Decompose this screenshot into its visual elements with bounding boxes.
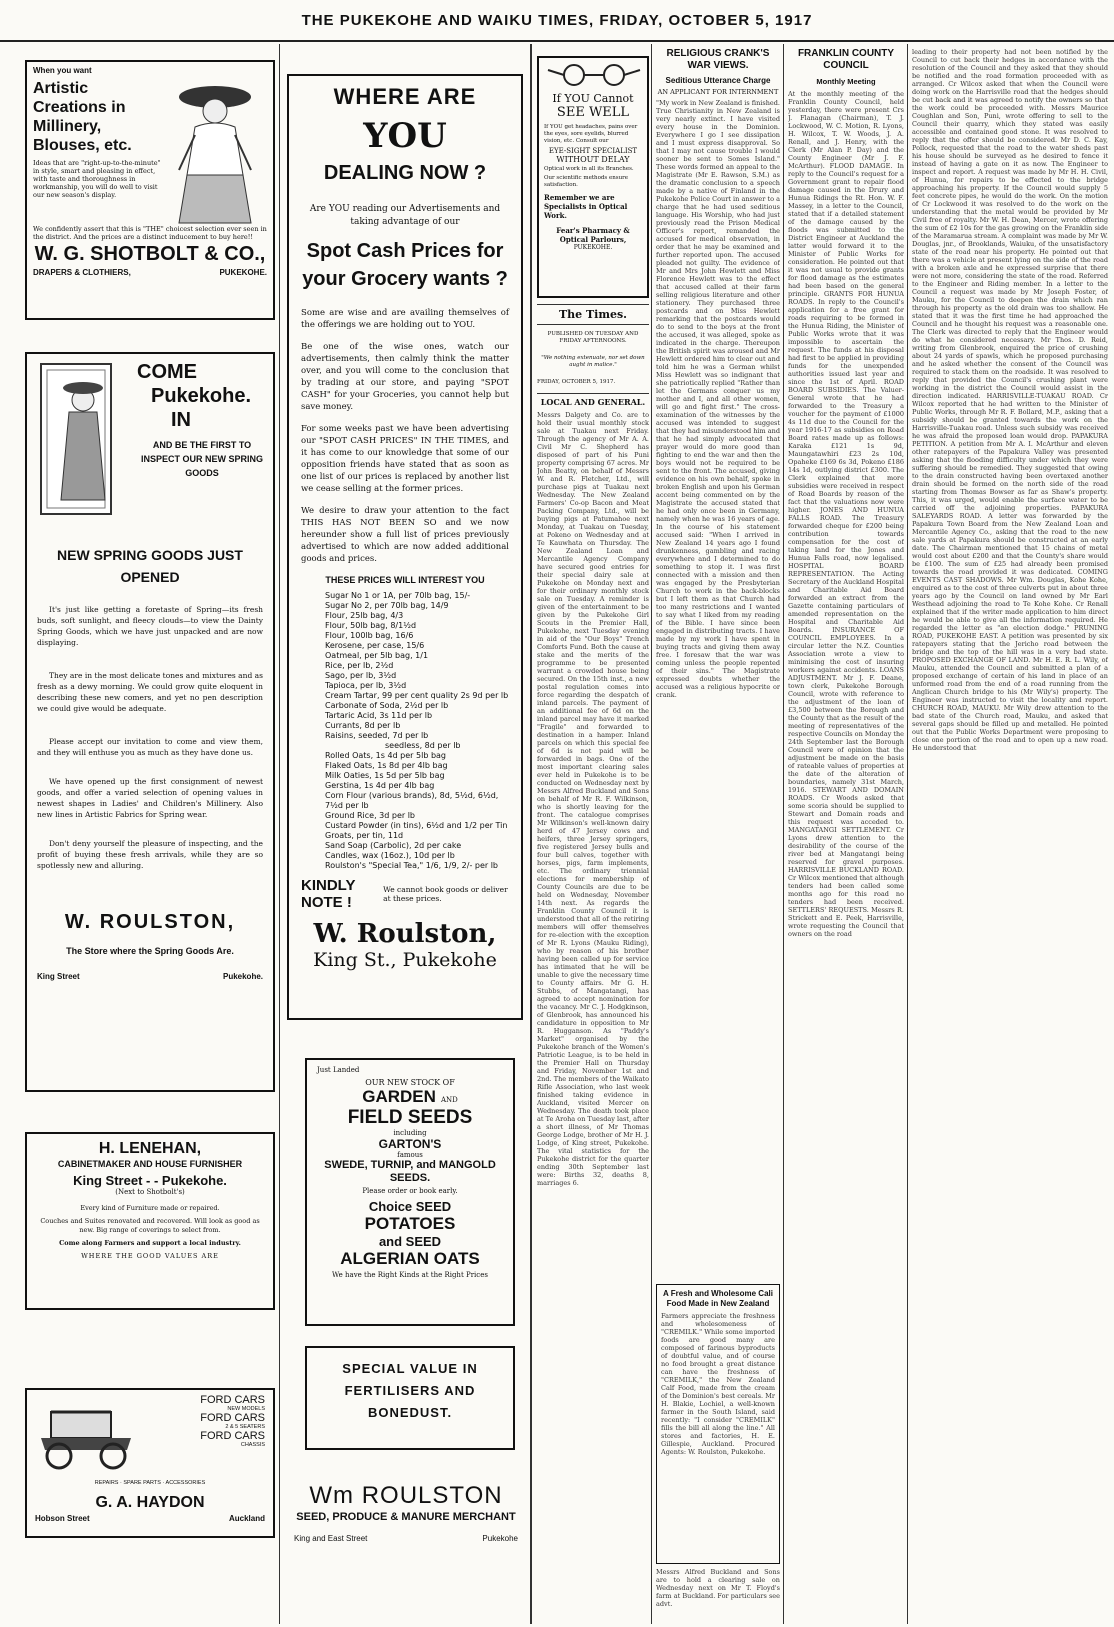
price-item: Groats, per tin, 11d <box>325 831 404 840</box>
fears-h2: SEE WELL <box>556 105 630 120</box>
inspect-text: AND BE THE FIRST TO INSPECT OUR NEW SPRING GOODS <box>140 440 263 478</box>
price-item: Raisins, seeded, 7d per lb <box>325 731 429 740</box>
crank-title: RELIGIOUS CRANK'S WAR VIEWS. <box>666 48 770 71</box>
price-item: Sand Soap (Carbolic), 2d per cake <box>325 841 462 850</box>
kindly-text: We cannot book goods or deliver at these prices. <box>383 885 508 903</box>
seeds-swede: SWEDE, TURNIP, and MANGOLD SEEDS. <box>324 1159 496 1184</box>
price-item: Gerstina, 1s 4d per 4lb bag <box>325 781 435 790</box>
where-roulston-addr: King St., Pukekohe <box>313 949 497 971</box>
ford3-sub: CHASSIS <box>240 1442 265 1448</box>
haydon-ad <box>25 1388 275 1538</box>
price-item: Flour, 25lb bag, 4/3 <box>325 611 404 620</box>
special-value-ad <box>305 1346 515 1450</box>
price-item: Corn Flour (various brands), 8d, 5½d, 6½d, 7½d per lb <box>325 791 499 810</box>
where-h2: YOU <box>363 116 447 156</box>
where-h3: DEALING NOW ? <box>323 162 487 184</box>
price-item: Flour, 100lb bag, 16/6 <box>325 631 414 640</box>
council-title: FRANKLIN COUNTY COUNCIL <box>797 48 895 71</box>
council-text: At the monthly meeting of the Franklin County Council, held yesterday, there were present Crs J. Flanagan (Chairman), T. J. Lockwood, W. C. Motion, R. Lyons, H. Wilcox, T. W. Woods, J. A. Renall, and J. Henry, with the Clerk (Mr Alan P. Day) and the County Engineer (Mr J. F. McArthur). FLOOD DAMAGE. In reply to the Council's request for a Government grant to repair flood damage caused in the Drury and Hunua Ridings the Rt. Hon. W. F. Massey, in a letter to the Council, stated that if a detailed statement of the damage caused by the floods was submitted to the District Engineer at Auckland the latter would forward it to the Minister of Public Works for consideration. He pointed out that it was not usual to provide grants for flood damage as the estimates had been based on the general principle. GRANTS FOR HUNUA ROADS. In reply to the Council's application for a free grant for roads requiring to be formed in the Hunua Riding, the Minister of Public Works wrote that it was impossible to ascertain the request. The funds at his disposal had first to be applied in providing funds for the unexpended authorities issued last year and since the 1st of April. ROAD BOARD SUBSIDIES. The Valuer-General wrote that he had forwarded to the Treasury a voucher for the payment of £1000 4s 11d due to the Council for the year 1916-17 as subsidies on Road Board rates made up as follows: Karaka £121 1s 9d, Maungatawhiri £23 2s 10d, Opaheke £169 6s 3d, Pokeno £186 14s 1d, outlying district £300. The Clerk explained that more subsidies were received in respect of Road Boards by reason of the fact that the valuations now were higher. JONES AND HUNUA FALLS ROAD. The Treasury forwarded cheque for £200 being contribution towards compensation for the cost of taking land for the Jones and Hunua Falls road, now legalised. HOSPITAL BOARD REPRESENTATION. The Acting Secretary of the Auckland Hospital and Charitable Aid Board forwarded an extract from the Gazette containing particulars of amended representation on the Hospital and Charitable Aid Boards. INSURANCE OF COUNCIL EMPLOYEES. In a circular letter the N.Z. Counties Association wrote a view to minimising the cost of insuring workers against accidents. LOANS ADJUSTMENT. Mr J. F. Deane, town clerk, Pukekohe Borough Council, wrote with reference to the adjustment of the loan of £3,500 between the Borough and the County that as the result of the meeting of representatives of the respective Councils on Monday the 24th September last the Borough Council were of opinion that the adjustment be made on the basis of rateable values of properties at the date of the alteration of boundaries, namely 31st March, 1916. STEWART AND DOMAIN ROADS. Cr Woods asked that some scoria should be supplied to Stewart and Domain roads and this request was acceded to. MANGATANGI SETTLEMENT. Cr Lyons drew attention to the desirability of the course of the river bed at Mangatangi being reserved for gravel purposes. HARRISVILLE BUCKLAND ROAD. Cr Wilcox mentioned that although tenders had been called some months ago for this road no tenders had been received. SETTLERS' REQUESTS. Messrs R. Strickett and E. Peek, Harrisville, wrote requesting the Council that owners on the road <box>788 90 904 938</box>
shotbolt-body: Ideas that are "right-up-to-the-minute" in style, smart and pleasing in effect, with taste and thoroughness in workmanship, you will do well to visit our new season's display. <box>33 159 161 199</box>
where-p2: Be one of the wise ones, watch our advertisements, then calmly think the matter over, and you will come to the conclusion that by trading at our store, and paying "SPOT CASH" for your Groceries, you cannot help but save money. <box>301 342 509 412</box>
council-article <box>788 48 904 1624</box>
times-title: The Times. <box>537 304 649 325</box>
where-h1: WHERE ARE <box>333 84 477 109</box>
wm-roulston-ad <box>290 1478 522 1598</box>
roulston-tagline: The Store where the Spring Goods Are. <box>66 946 234 956</box>
where-roulston-name: W. Roulston, <box>313 919 497 949</box>
wm-roulston-trade: SEED, PRODUCE & MANURE MERCHANT <box>296 1511 516 1523</box>
where-p4: We desire to draw your attention to the fact THIS HAS NOT BEEN SO and we now hereunder show a full list of prices previously advertised to which are now added additional goods and prices. <box>301 506 509 564</box>
fears-p1: If YOU get headaches, pains over the eyes, sore eyelids, blurred vision, etc. Consult our <box>544 124 638 144</box>
roulston-name: W. ROULSTON, <box>64 911 236 933</box>
clearing-sale-note: Messrs Alfred Buckland and Sons are to hold a clearing sale on Wednesday next on Mr T. Floyd's farm at Buckland. For particulars see advt. <box>656 1568 780 1608</box>
shotbolt-name: W. G. SHOTBOLT & CO., <box>34 243 266 265</box>
fears-p2: Optical work in all its Branches. <box>544 166 634 172</box>
lenehan-l3: Come along Farmers and support a local industry. <box>59 1239 241 1247</box>
lenehan-next: (Next to Shotbolt's) <box>115 1188 185 1196</box>
seeds-algerian: ALGERIAN OATS <box>340 1249 480 1268</box>
ford3: FORD CARS <box>200 1430 265 1442</box>
price-item: Sugar No 2, per 70lb bag, 14/9 <box>325 601 449 610</box>
times-date: FRIDAY, OCTOBER 5, 1917. <box>537 379 616 385</box>
spring-p5: Don't deny yourself the pleasure of inspecting, and the profit of buying these fresh arrivals, while they are so spotlessly new and alluring. <box>37 839 263 870</box>
wm-roulston-right: Pukekohe <box>482 1534 518 1543</box>
seeds-ad <box>305 1058 515 1326</box>
fears-h1: If YOU Cannot <box>552 92 634 105</box>
kindly-note: KINDLY NOTE ! <box>301 877 356 911</box>
price-list-title: THESE PRICES WILL INTEREST YOU <box>325 575 485 585</box>
spring-p2: They are in the most delicate tones and mixtures and as fresh as a dewy morning. We could grow quite eloquent in describing these new comers, and yet no pen description we could give would be adequate. <box>37 671 263 713</box>
price-item: Oatmeal, per 5lb bag, 1/1 <box>325 651 429 660</box>
lenehan-ad <box>25 1132 275 1310</box>
haydon-repairs: REPAIRS · SPARE PARTS · ACCESSORIES <box>94 1480 206 1486</box>
fears-town: PUKEKOHE. <box>573 244 613 251</box>
where-dealing-ad <box>287 74 523 1020</box>
fears-remember: Remember we are Specialists in Optical Work. <box>544 193 628 220</box>
council-continued: leading to their property had not been notified by the Council to cut back their hedges in accordance with the resolution of the Council and they asked that they should be notified and the road formation proceeded with as arranged. Cr Wilcox asked that when the Council were doing work on the Harrisville road that the hedges should be cut back and it was agreed to notify the owners so that the work could be proceeded with. Messrs Maurice Coughlan and Son, Puni, wrote offering to sell to the Council their quarry, which they stated was easily accessible and contained good stone. It was resolved to reply that the offer should be considered. Mr D. C. Kay, Pollock, requested that the road to the water sheds past his house should be surveyed as he desired to fence it instead of having a gate on it as now. The Engineer to inspect and report. A request was made by Mr H. H. Civil, of Hunua, for repairs to be effected to the bridge approaching his property. If the Council would supply 5 feet concrete pipes, he would do the work. On the motion of Cr Lockwood it was resolved to do the work on the understanding that the metal would be provided by Mr Civil free of royalty. Mr W. H. Dean, Mercer, wrote offering the sum of £2 10s for the gas growing on the Franklin side of the Maramarua stream. A complaint was made by Mr W. Douglas, jnr., of Brooklands, Waiuku, of the unsatisfactory state of the road near his property. He pointed out that there was a vehicle at present lying on the side of the road with a broken axle and he expressed surprise that there were not more, considering the state of the road. Referred to the Engineer and Riding member. In a letter to the Council a request was made by Mr Joseph Foster, of Mauku, for the Council to deepen the drain which ran through his property as the old drain was too shallow. He stated that it was the first time he had approached the Council and he thought his request was a reasonable one. The Clerk was directed to reply that the Engineer would do what he considered necessary. Mr Thos. D. Reid, writing from Glenbrook, enquired the price of crushing about 24 yards of spawls, which he proposed purchasing and he asked whether the consent of the Council was required to stack them on the roadside. It was resolved to reply that provided the Council's crushing plant were working in the district the Council would assist in the direction indicated. HARRISVILLE-TUAKAU ROAD. Cr Wilcox reported that he had written to the Minister of Public Works, through Mr R. F. Bollard, M.P., asking that a subsidy should be granted towards the work on the Harrisville-Tuakau road. Unless such subsidy was received he was afraid the proposed loan would drop. PAPAKURA PETITION. A petition from Mr A. I. McArthur and eleven other ratepayers of the Papakura Valley was presented asking that the flooding difficulty under which they were suffering should be remedied. They suggested that owing to the drain constructed having been overtaxed another drain should be formed on the north side of the road starting from Thomas Bowser as far as Shaw's property. This, it was urged, would enable the surface water to be carried off the adjoining properties. PAPAKURA SALEYARDS ROAD. A letter was forwarded by the Papakura Town Board from the New Zealand Loan and Mercantile Agency Co., asking that the road to the new sale yards at Papakura should be constructed at an early date. The Chairman mentioned that 15 chains of metal would cost about £200 and that the County's share would be £100. The sum of £25 had already been promised towards the road provided it was dedicated. COMING EVENTS CAST SHADOWS. Mr Wm. Douglas, Kohe Kohe, enquired as to the cost of three culverts put in about three years ago by the Council on land owned by Mr Earl Westhead adjoining the road to Te Kohe Kohe. Cr Renall explained that if the writer made application to him direct he would be able to give all the information required. He regarded the letter as "an election dodge." PRUNING ROAD, PUKEKOHE EAST. A petition was presented by six ratepayers stating that the Jericho road between the bridge and the top of the hill was in a very bad state. PROPOSED EXCHANGE OF LAND. Mr H. E. R. L. Wily, of Mauku, attended the Council and submitted a plan of a proposed exchange of certain of his land in place of an unformed road from the end of a road running from the Anglican Church bridge to his (Mr Wily's) property. The Engineer was instructed to visit the locality and report. CHURCH ROAD, MAUKU. Mr Wily drew attention to the bad state of the Church road, Mauku, and asked that several gaps should be filled up and metalled. He pointed out that the Public Works Department were proposing to close one portion of the road and to open up a new road. He understood that <box>912 48 1108 752</box>
cremilk-title: A Fresh and Wholesome Cali Food Made in New Zealand <box>663 1289 773 1308</box>
spectacles-icon <box>544 62 644 88</box>
seeds-choice: Choice SEED <box>368 1199 452 1214</box>
seeds-and: AND <box>440 1096 458 1104</box>
local-general-heading: LOCAL AND GENERAL. <box>537 393 649 407</box>
spring-p1: It's just like getting a foretaste of Spring—its fresh buds, soft sunlight, and fleecy clouds—to view the Dainty Spring Goods, which we have just unpacked and are now displaying. <box>37 605 263 647</box>
lenehan-name: H. LENEHAN, <box>98 1140 202 1157</box>
seeds-field: FIELD SEEDS <box>347 1107 473 1128</box>
shotbolt-headline: Artistic Creations in Millinery, Blouses, etc. <box>33 80 132 154</box>
price-list <box>301 591 509 871</box>
roulston-right: Pukekohe. <box>222 972 263 981</box>
price-item: seedless, 8d per lb <box>385 741 461 750</box>
price-item: Roulston's "Special Tea," 1/6, 1/9, 2/- per lb <box>325 861 498 870</box>
ford1: FORD CARS <box>200 1394 265 1406</box>
fears-p3: Our scientific methods ensure satisfaction. <box>544 175 629 188</box>
where-intro: Are YOU reading our Advertisements and taking advantage of our <box>309 204 501 227</box>
lenehan-trade: CABINETMAKER AND HOUSE FURNISHER <box>57 1159 243 1169</box>
fears-without: WITHOUT DELAY <box>556 155 630 164</box>
lenehan-l1: Every kind of Furniture made or repaired. <box>80 1204 220 1212</box>
haydon-right: Auckland <box>228 1514 265 1523</box>
ford1-sub: NEW MODELS <box>227 1406 265 1412</box>
seeds-famous: famous <box>397 1151 423 1159</box>
seeds-including: including <box>393 1129 427 1137</box>
roulston-left: King Street <box>37 972 80 981</box>
price-item: Ground Rice, 3d per lb <box>325 811 415 820</box>
price-item: Carbonate of Soda, 2½d per lb <box>325 701 449 710</box>
local-general-text: Messrs Dalgety and Co. are to hold their usual monthly stock sale at Tuakau next Friday. Through the agency of Mr A. A. Civil Mr C. Shepherd has disposed of part of his Puni property comprising 67 acres. Mr John Beatty, on behalf of Messrs W. and R. Fletcher, Ltd., will purchase pigs at Tuakau next Wednesday. The New Zealand Farmers' Co-op Bacon and Meat Packing Company, Ltd., will be buying pigs at Patumahoe next Monday, at Tuakau on Tuesday, at Pokeno on Wednesday and at Te Kauwhata on Thursday. The New Zealand Loan and Mercantile Agency Company have secured good entries for their special dairy sale at Pukekohe on Monday next and for their ordinary monthly stock sale on Tuesday. A reminder is given of the entertainment to be given by the Pukekohe Girl Scouts in the Premier Hall, Pukekohe, next Tuesday evening in aid of the "Our Boys" Trench Comforts Fund. Both the cause at stake and the merits of the programme to be presented warrant a crowded house being secured. On the 15th inst., a new postal regulation comes into force regarding the despatch of inland parcels. The payment of an additional fee of 6d on the inland parcel may have it marked "Fragile" and forwarded to destination in a hamper. Inland parcels on which this special fee of 6d is not paid will be forwarded in bags. One of the most important clearing sales ever held in Pukekohe is to be conducted on Wednesday next by Messrs Alfred Buckland and Sons on behalf of Mr R. F. Wilkinson, who is shortly leaving for the front. The catalogue comprises Mr Wilkinson's well-known dairy herd of 47 Jersey cows and heifers, three Jersey springers, five registered Jersey bulls and four bull calves, together with horses, pigs, farm implements, etc. The ordinary triennial elections for membership of County Councils are due to be held on Wednesday, November 14th next. As regards the Franklin County Council it is understood that all of the retiring members will offer themselves for re-election with the exception of Mr R. Lyons (Mauku Riding), who by reason of his brother having been called up for service has intimated that he will be unable to give the necessary time to County affairs. Mr G. H. Stubbs, of Mangatangi, has agreed to accept nomination for the vacancy. Mr C. J. Hodgkinson, of Glenbrook, has announced his candidature in opposition to Mr R. Hugganson. As "Paddy's Market" organised by the Pukekohe branch of the Women's Patriotic League, is to be held in the Premier Hall on Thursday and Friday, November 1st and 2nd. The members of the Waikato Rifle Association, who last week finished taking evidence in Auckland, visited Mercer on Wednesday. The death took place at Te Aroha on Tuesday last, after a short illness, of Mr Thomas George Lodge, brother of Mr H. J. Lodge, of King street, Pukekohe. The vital statistics for the Pukekohe district for the quarter ending 30th September last were: Births 32, deaths 8, marriages 6. <box>537 411 649 1187</box>
crank-sub2: AN APPLICANT FOR INTERNMENT <box>657 88 779 96</box>
wm-roulston-left: King and East Street <box>294 1534 368 1543</box>
spring-p3: Please accept our invitation to come and view them, and they will enthuse you as much as they have done us. <box>37 737 263 757</box>
where-spot: Spot Cash Prices for your Grocery wants ? <box>302 240 508 290</box>
seeds-stock: OUR NEW STOCK OF <box>365 1078 455 1087</box>
where-p3: For some weeks past we have been advertising our "SPOT CASH PRICES" IN THE TIMES, and it has come to our knowledge that some of our opposition friends have stated that as soon as one list of our prices is replaced by another list we cease selling at the former prices. <box>301 424 509 494</box>
spring-p4: We have opened up the first consignment of newest goods, and offer a varied selection of opening values in newest shapes in Ladies' and Children's Millinery. Also new lines in Artistic Fabrics for Spring wear. <box>37 777 263 819</box>
lenehan-l2: Couches and Suites renovated and recovered. Will look as good as new. Big range of coverings to select from. <box>40 1217 260 1234</box>
price-item: Flaked Oats, 1s 8d per 4lb bag <box>325 761 448 770</box>
price-item: Sugar No 1 or 1A, per 70lb bag, 15/- <box>325 591 471 600</box>
seeds-andseed: and SEED <box>378 1234 442 1249</box>
fears-ad <box>537 56 649 298</box>
price-item: Rice, per lb, 2½d <box>325 661 394 670</box>
lenehan-l4: WHERE THE GOOD VALUES ARE <box>81 1252 219 1260</box>
come-text: COME <box>137 361 197 383</box>
ford2: FORD CARS <box>200 1412 265 1424</box>
seeds-potatoes: POTATOES <box>364 1214 456 1233</box>
seeds-garden: GARDEN <box>362 1087 436 1106</box>
shotbolt-left: DRAPERS & CLOTHIERS, <box>33 268 131 277</box>
price-item: Candles, wax (16oz.), 10d per lb <box>325 851 455 860</box>
wm-roulston-name: Wm ROULSTON <box>309 1482 503 1509</box>
shotbolt-right: PUKEKOHE. <box>219 268 267 277</box>
times-column <box>537 304 649 1604</box>
price-item: Tartaric Acid, 3s 11d per lb <box>325 711 433 720</box>
price-item: Custard Powder (in tins), 6½d and 1/2 per Tin <box>325 821 508 830</box>
crank-sub: Seditious Utterance Charge <box>665 76 771 85</box>
shotbolt-ad <box>25 60 275 320</box>
lenehan-street: King Street - - Pukekohe. <box>73 1173 227 1188</box>
price-item: Kerosene, per case, 15/6 <box>325 641 425 650</box>
shotbolt-top: When you want <box>33 66 92 75</box>
seeds-order: Please order or book early. <box>362 1187 458 1195</box>
cremilk-ad <box>656 1284 780 1564</box>
right-text: Pukekohe. <box>151 385 252 407</box>
special-value-text: SPECIAL VALUE IN FERTILISERS AND BONEDUST. <box>342 1361 478 1420</box>
times-published: PUBLISHED ON TUESDAY AND FRIDAY AFTERNOONS. <box>547 331 639 344</box>
spring-headline: NEW SPRING GOODS JUST OPENED <box>57 547 243 585</box>
seeds-kinds: We have the Right Kinds at the Right Prices <box>332 1271 488 1279</box>
in-text: IN <box>171 409 191 431</box>
fashion-lady-illustration <box>165 75 265 225</box>
price-item: Sago, per lb, 3½d <box>325 671 397 680</box>
price-item: Currants, 8d per lb <box>325 721 401 730</box>
cremilk-text: Farmers appreciate the freshness and wholesomeness of "CREMILK." While some imported foods are good many are composed of farinous byproducts of doubtful value, and of course no food brought a great distance can have the freshness of "CREMILK," the New Zealand Calf Food, made from the cream of the Dominion's best cereals. Mr H. Blakie, Lochiel, a well-known farmer in the South Island, said recently: "I consider "CREMILK" fills the bill all along the line." All stores and factories, H. E. Gillespie, Auckland. Procured Agents: W. Roulston, Pukekohe. <box>661 1312 775 1456</box>
seeds-gartons: GARTON'S <box>378 1137 442 1151</box>
fears-name: Fear's Pharmacy & Optical Parlours, <box>556 226 630 244</box>
times-motto: "We nothing extenuate, nor set down aught in malice." <box>541 355 645 368</box>
haydon-left: Hobson Street <box>35 1514 90 1523</box>
masthead: THE PUKEKOHE AND WAIKU TIMES, FRIDAY, OCTOBER 5, 1917 <box>0 0 1114 42</box>
price-item: Milk Oaties, 1s 5d per 5lb bag <box>325 771 445 780</box>
where-p1: Some are wise and are availing themselves of the offerings we are holding out to YOU. <box>301 308 509 330</box>
council-sub: Monthly Meeting <box>816 77 876 86</box>
crank-text: "My work in New Zealand is finished. True Christianity in New Zealand is very nearly extinct. I have visited every house in the Dominion. Everywhere I go I see dissipation and I must express disapproval. So that I may not cause trouble I would sooner be sent to Somes Island." These words formed an appeal to the Magistrate (Mr E. Rawson, S.M.) as the dramatic conclusion to a speech made by a native of Finland in the Pukekohe Police Court in answer to a charge that he had used seditious language. His Worship, who had just previously read the Prison Medical Officer's report, remanded the accused for medical observation, in order that he may be examined and further reported upon. The accused pleaded not guilty. The evidence of Mr and Mrs John Hewlett and Miss Florence Hewlett was to the effect that accused called at their farm selling religious literature and other stationery. They purchased three postcards and on Miss Hewlett remarking that the postcards would do to send to the boys at the front the accused, it was alleged, spoke as indicated in the charge. Thereupon the British spirit was aroused and Mr Hewlett ordered him to clear out and told him he was a German whilst Miss Hewlett was so indignant that she patriotically replied "Rather than let the Germans conquer us my mother and I, and all other women, will go and fight first." The cross-examination of the witnesses by the accused was intended to suggest that they had misunderstood him and that he had simply advocated that prayer would do more good than fighting to end the war and then the boys would not be required to be sent to the front. The accused, giving evidence on his own behalf, spoke in broken English and upon his German accent being commented on by the Magistrate the accused stated that he had only once been in Germany, namely when he was 16 years of age. In the course of his statement accused said: "When I arrived in New Zealand 14 years ago I found drunkenness, gambling and racing everywhere and I determined to do something to stop it. I was first connected with a mission and then was engaged by the Presbyterian Church to work in the back-blocks but I left them as that Church had too many restrictions and I wanted to say what I liked from my reading of the Bible. I have since been engaged in distributing tracts. I have made by my work I have spent in buying tracts and giving them away free. I foresaw that the war was coming unless the people repented of their sins." The Magistrate expressed doubts whether the accused was a religious hypocrite or crank. <box>656 99 780 699</box>
shotbolt-body2: We confidently assert that this is "THE" choicest selection ever seen in the district. And the prices are a distinct inducement to buy here!! <box>33 225 267 241</box>
price-item: Rolled Oats, 1s 4d per 5lb bag <box>325 751 447 760</box>
haydon-name: G. A. HAYDON <box>95 1494 205 1511</box>
fears-eye: EYE-SIGHT SPECIALIST <box>548 147 638 155</box>
ford-car-illustration <box>31 1394 141 1474</box>
crank-article <box>656 48 780 1276</box>
spring-goods-ad <box>25 352 275 1092</box>
doorway-lady-illustration <box>33 360 133 530</box>
price-item: Cream Tartar, 99 per cent quality 2s 9d per lb <box>325 691 509 700</box>
ford2-sub: 2 & 5 SEATERS <box>225 1424 265 1430</box>
price-item: Tapioca, per lb, 3½d <box>325 681 407 690</box>
seeds-landed: Just Landed <box>317 1066 360 1074</box>
price-item: Flour, 50lb bag, 8/1½d <box>325 621 417 630</box>
